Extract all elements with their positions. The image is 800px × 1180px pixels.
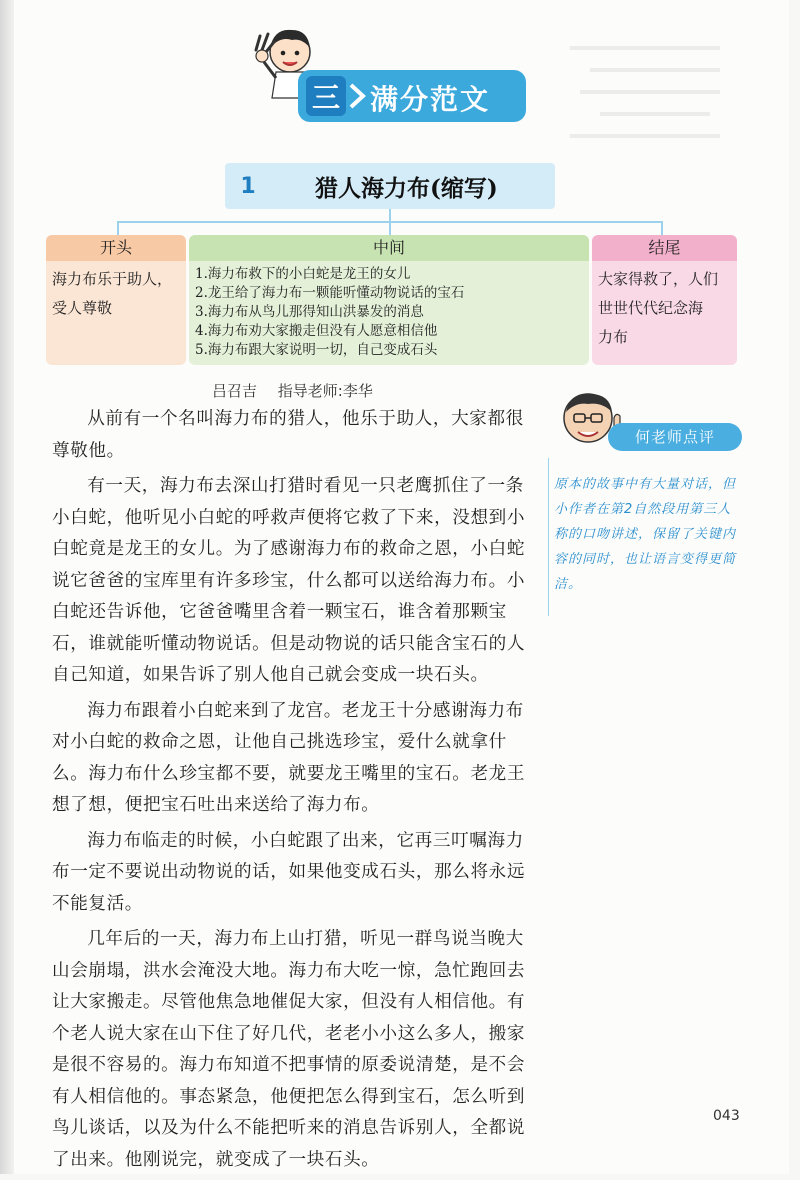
outline-end (592, 235, 737, 365)
outline-start (46, 235, 186, 365)
teacher-name: 指导老师:李华 (277, 382, 373, 400)
section-banner (298, 70, 526, 122)
outline-middle-item: 1.海力布救下的小白蛇是龙王的女儿 (195, 266, 411, 282)
essay-title: 猎人海力布(缩写) (315, 175, 498, 202)
comment-text: 原本的故事中有大量对话，但小作者在第2自然段用第三人称的口吻讲述，保留了关键内容的同时，也让语言变得更简洁。 (554, 477, 737, 592)
essay-body (52, 404, 532, 1180)
outline-middle-item: 2.龙王给了海力布一颗能听懂动物说话的宝石 (195, 285, 465, 301)
outline-end-line: 力布 (598, 328, 629, 346)
outline-start-body (46, 261, 186, 365)
author-line (212, 380, 389, 401)
section-number: 三 (306, 76, 346, 116)
chevron-right-icon (348, 83, 368, 109)
outline-middle-item: 5.海力布跟大家说明一切，自己变成石头 (195, 342, 438, 358)
essay-paragraph: 有一天，海力布去深山打猎时看见一只老鹰抓住了一条小白蛇，他听见小白蛇的呼救声便将它救了下来，没想到小白蛇竟是龙王的女儿。为了感谢海力布的救命之恩，小白蛇说它爸爸的宝库里有许多珍宝，什么都可以送给海力布。小白蛇还告诉他，它爸爸嘴里含着一颗宝石，谁含着那颗宝石，谁就能听懂动物说话。但是动物说的话只能含宝石的人自己知道，如果告诉了别人他自己就会变成一块石头。 (52, 476, 526, 685)
page-number: 043 (713, 1108, 740, 1124)
comment-tag: 何老师点评 (608, 423, 742, 451)
student-name: 吕召吉 (212, 382, 258, 400)
outline-end-line: 大家得救了，人们 (598, 270, 719, 288)
outline-start-line: 海力布乐于助人， (52, 270, 173, 288)
essay-title-bar (225, 163, 555, 209)
essay-paragraph: 海力布临走的时候，小白蛇跟了出来，它再三叮嘱海力布一定不要说出动物说的话，如果他变成石头，那么将永远不能复活。 (52, 830, 526, 914)
outline-start-line: 受人尊敬 (52, 299, 113, 317)
section-title: 满分范文 (370, 83, 491, 116)
essay-paragraph: 从前有一个名叫海力布的猎人，他乐于助人，大家都很尊敬他。 (52, 409, 524, 461)
outline-middle-label: 中间 (189, 235, 589, 261)
essay-number: 1 (240, 173, 256, 199)
outline-end-label: 结尾 (592, 235, 737, 261)
outline-middle-item: 4.海力布劝大家搬走但没有人愿意相信他 (195, 323, 438, 339)
outline-end-body (592, 261, 737, 365)
bleed-through-marks (560, 40, 740, 150)
outline-middle-body (189, 261, 589, 365)
outline-end-line: 世世代代纪念海 (598, 299, 704, 317)
outline-start-label: 开头 (46, 235, 186, 261)
outline-middle-item: 3.海力布从鸟儿那得知山洪暴发的消息 (195, 304, 424, 320)
essay-paragraph: 海力布跟着小白蛇来到了龙宫。老龙王十分感谢海力布对小白蛇的救命之恩，让他自己挑选珍宝，爱什么就拿什么。海力布什么珍宝都不要，就要龙王嘴里的宝石。老龙王想了想，便把宝石吐出来送给了海力布。 (52, 700, 526, 815)
essay-paragraph: 几年后的一天，海力布上山打猎，听见一群鸟说当晚大山会崩塌，洪水会淹没大地。海力布大吃一惊，急忙跑回去让大家搬走。尽管他焦急地催促大家，但没有人相信他。有个老人说大家在山下住了好几代，老老小小这么多人，搬家是很不容易的。海力布知道不把事情的原委说清楚，是不会有人相信他的。事态紧急，他便把怎么得到宝石，怎么听到鸟儿谈话，以及为什么不能把听来的消息告诉别人，全都说了出来。他刚说完，就变成了一块石头。 (52, 929, 526, 1170)
outline-middle (189, 235, 589, 365)
